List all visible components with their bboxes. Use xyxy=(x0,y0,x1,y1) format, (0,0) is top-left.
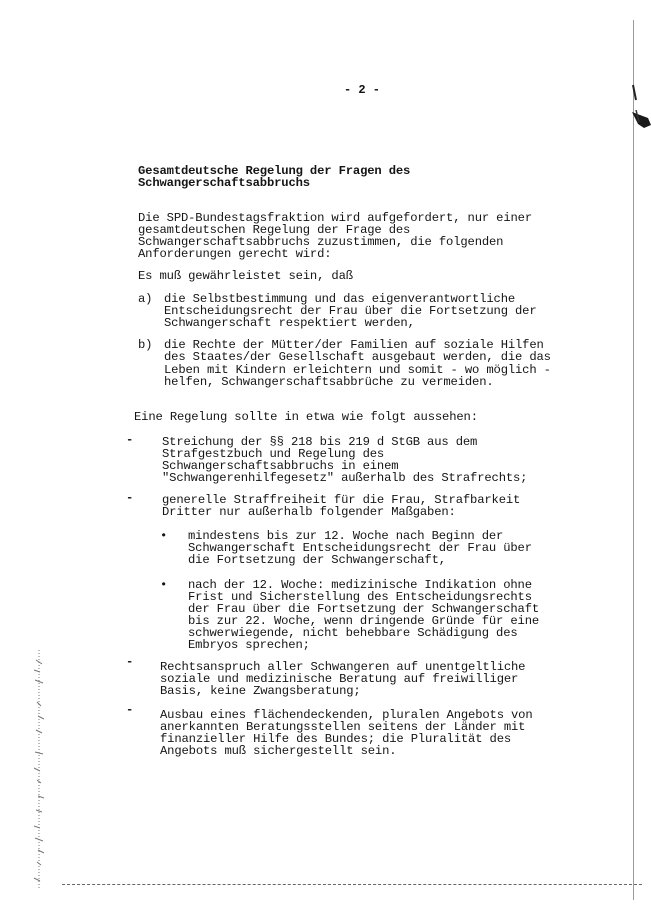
subbullet-1-line: Schwangerschaft Entscheidungsrecht der Frau über xyxy=(188,541,532,555)
scan-edge-marks xyxy=(630,0,651,916)
subbullet-2-line: bis zur 22. Woche, wenn dringende Gründe für eine xyxy=(188,614,540,628)
subbullet-2-line: schwerwiegende, nicht behebbare Schädigung des xyxy=(188,626,518,640)
subbullet-1-line: mindestens bis zur 12. Woche nach Beginn der xyxy=(188,529,504,543)
subbullet-2-line: Embryos sprechen; xyxy=(188,638,310,652)
scan-bottom-edge xyxy=(62,884,642,887)
bullet-3-line: Rechtsanspruch aller Schwangeren auf unentgeltliche xyxy=(160,660,526,674)
bullet-1-line: Streichung der §§ 218 bis 219 d StGB aus dem xyxy=(162,435,478,449)
intro-line: gesamtdeutschen Regelung der Frage des xyxy=(138,223,411,237)
bullet-4-line: Ausbau eines flächendeckenden, pluralen Angebots von xyxy=(160,708,533,722)
bullet-2-line: generelle Straffreiheit für die Frau, Strafbarkeit xyxy=(162,493,521,507)
bullet-3-line: Basis, keine Zwangsberatung; xyxy=(160,684,361,698)
point-marker-b: b) xyxy=(138,338,153,352)
subbullet-2-line: nach der 12. Woche: medizinische Indikation ohne xyxy=(188,578,532,592)
subbullet-dot: • xyxy=(160,529,168,543)
point-a-line: Entscheidungsrecht der Frau über die Fortsetzung der xyxy=(164,304,537,318)
bullet-2-line: Dritter nur außerhalb folgender Maßgaben: xyxy=(162,505,456,519)
bullet-dash: - xyxy=(126,655,134,669)
subbullet-1-line: die Fortsetzung der Schwangerschaft, xyxy=(188,553,446,567)
intro-line: Schwangerschaftsabbruchs zuzustimmen, die folgenden xyxy=(138,235,504,249)
scan-noise-left xyxy=(30,650,48,890)
point-marker-a: a) xyxy=(138,292,153,306)
point-b-line: die Rechte der Mütter/der Familien auf soziale Hilfen xyxy=(164,338,544,352)
bullet-1-line: Strafgestzbuch und Regelung des xyxy=(162,447,385,461)
point-a-line: die Selbstbestimmung und das eigenverantwortliche xyxy=(164,292,516,306)
subbullet-dot: • xyxy=(160,578,168,592)
page-number: - 2 - xyxy=(344,83,381,97)
bullet-4-line: Angebots muß sichergestellt sein. xyxy=(160,744,397,758)
point-b-line: des Staates/der Gesellschaft ausgebaut werden, die das xyxy=(164,350,551,364)
subbullet-2-line: der Frau über die Fortsetzung der Schwangerschaft xyxy=(188,602,540,616)
point-b-line: Leben mit Kindern erleichtern und somit - wo möglich - xyxy=(164,363,551,377)
guarantee-line: Es muß gewährleistet sein, daß xyxy=(138,269,353,283)
bullet-3-line: soziale und medizinische Beratung auf freiwilliger xyxy=(160,672,519,686)
subbullet-2-line: Frist und Sicherstellung des Entscheidungsrechts xyxy=(188,590,532,604)
bullet-dash: - xyxy=(126,703,134,717)
bullet-dash: - xyxy=(126,491,134,505)
point-b-line: helfen, Schwangerschaftsabbrüche zu vermeiden. xyxy=(164,375,494,389)
heading-line-2: Schwangerschaftsabbruchs xyxy=(138,176,310,190)
heading-line-1: Gesamtdeutsche Regelung der Fragen des xyxy=(138,164,411,178)
point-a-line: Schwangerschaft respektiert werden, xyxy=(164,316,415,330)
intro-line: Anforderungen gerecht wird: xyxy=(138,247,332,261)
regulation-intro: Eine Regelung sollte in etwa wie folgt aussehen: xyxy=(134,410,478,424)
bullet-4-line: finanzieller Hilfe des Bundes; die Pluralität des xyxy=(160,732,512,746)
intro-line: Die SPD-Bundestagsfraktion wird aufgefordert, nur einer xyxy=(138,211,533,225)
bullet-dash: - xyxy=(126,433,134,447)
bullet-4-line: anerkannten Beratungsstellen seitens der Länder mit xyxy=(160,720,526,734)
bullet-1-line: "Schwangerenhilfegesetz" außerhalb des Strafrechts; xyxy=(162,471,528,485)
bullet-1-line: Schwangerschaftsabbruchs in einem xyxy=(162,459,399,473)
